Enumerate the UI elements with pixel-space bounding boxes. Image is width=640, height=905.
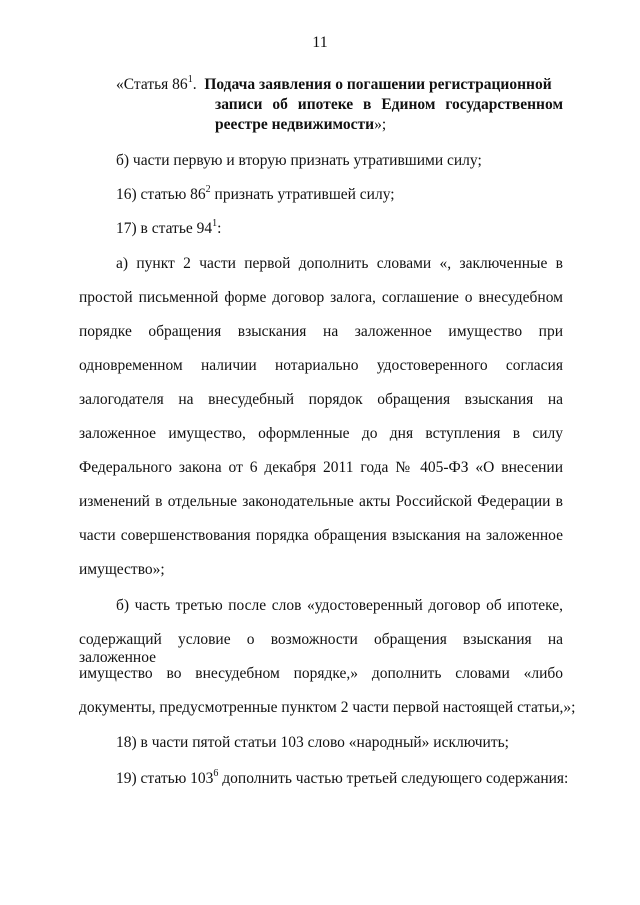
item-b2-line-3: имущество во внесудебном порядке,» дополнить словами «либо (79, 665, 563, 682)
item-b2-line-4: документы, предусмотренные пунктом 2 части первой настоящей статьи,»; (79, 699, 576, 716)
item-18: 18) в части пятой статьи 103 слово «народный» исключить; (116, 734, 509, 751)
page-number: 11 (312, 34, 328, 51)
item-19-after: дополнить частью третьей следующего содержания: (218, 770, 569, 787)
article-title-line2: записи об ипотеке в Едином государственном (215, 96, 563, 113)
article-title-end: »; (374, 116, 387, 133)
item-a-line-7: Федерального закона от 6 декабря 2011 года № 405-ФЗ «О внесении (79, 459, 563, 476)
item-17-before: 17) в статье 94 (116, 220, 213, 237)
item-a-line-6: заложенное имущество, оформленные до дня вступления в силу (79, 425, 563, 442)
item-19-sup: 6 (213, 767, 219, 779)
item-17-after: : (217, 220, 222, 237)
item-19 (116, 767, 569, 788)
item-17 (116, 217, 563, 238)
item-b1: б) части первую и вторую признать утратившими силу; (116, 152, 482, 169)
item-a-line-9: части совершенствования порядка обращения взыскания на заложенное (79, 527, 563, 544)
item-a-line-5: залогодателя на внесудебный порядок обращения взыскания на (79, 391, 563, 408)
item-16-before: 16) статью 86 (116, 186, 206, 203)
item-b2-line-1: б) часть третью после слов «удостоверенный договор об ипотеке, (116, 597, 563, 614)
item-a-line-1: а) пункт 2 части первой дополнить словами «, заключенные в (116, 255, 563, 272)
article-prefix-dot: . (192, 76, 197, 93)
item-16-sup: 2 (205, 183, 211, 195)
item-a-line-10: имущество»; (79, 561, 165, 578)
article-title-line3-wrap (215, 116, 563, 134)
item-17-sup: 1 (212, 217, 218, 229)
item-b2-line-2: содержащий условие о возможности обращения взыскания на заложенное (79, 631, 563, 666)
article-title-line1: Подача заявления о погашении регистрационной (204, 76, 552, 93)
item-a-line-2: простой письменной форме договор залога, соглашение о внесудебном (79, 289, 563, 306)
article-title-line3: реестре недвижимости (215, 116, 375, 133)
article-prefix-sup: 1 (187, 73, 193, 85)
article-prefix: «Статья 86 (116, 76, 188, 93)
item-16 (116, 183, 563, 204)
item-16-after: признать утратившей силу; (210, 186, 395, 203)
item-19-before: 19) статью 103 (116, 770, 214, 787)
item-a-line-3: порядке обращения взыскания на заложенное имущество при (79, 323, 563, 340)
item-a-line-4: одновременном наличии нотариально удостоверенного согласия (79, 357, 563, 374)
article-heading (116, 73, 600, 94)
item-a-line-8: изменений в отдельные законодательные акты Российской Федерации в (79, 493, 563, 510)
